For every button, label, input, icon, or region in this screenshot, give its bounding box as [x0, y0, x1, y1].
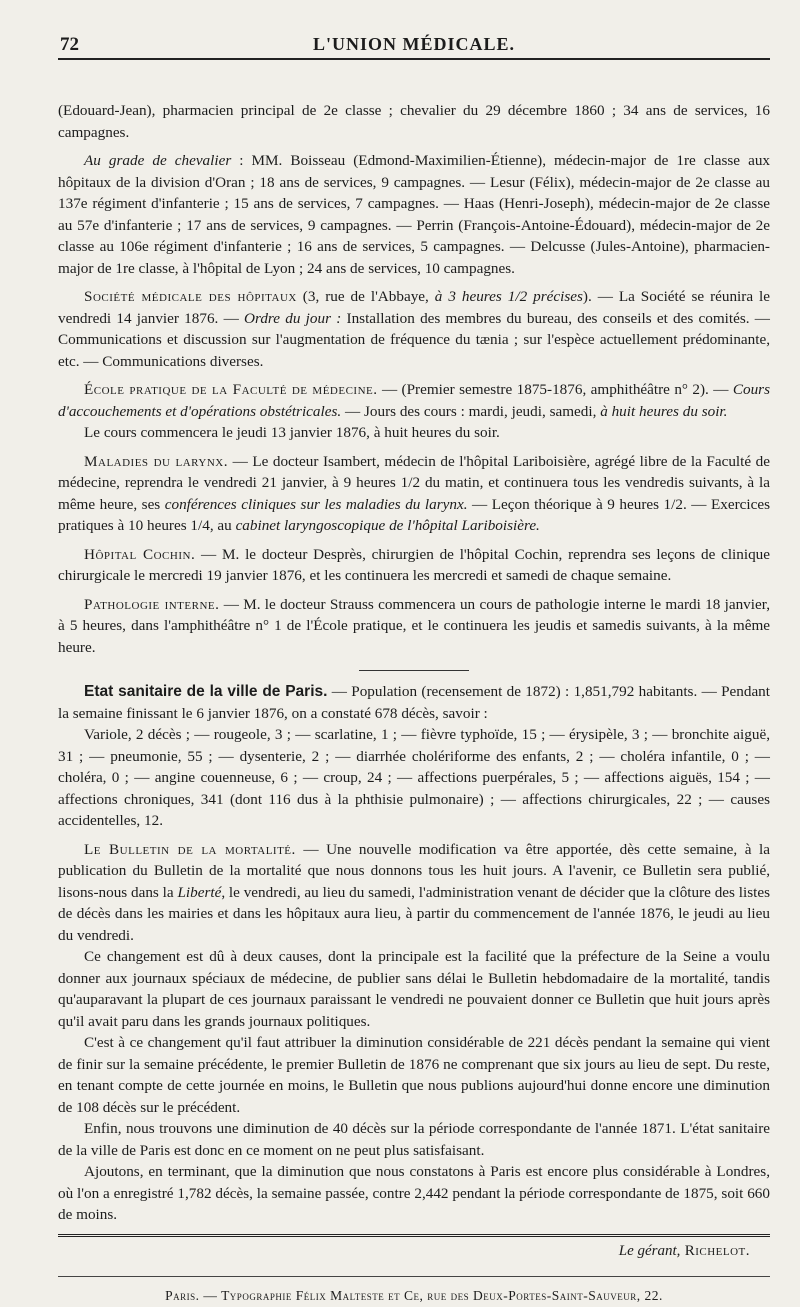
section-heading: Hôpital Cochin.	[84, 545, 196, 563]
paragraph-deaths-breakdown: Variole, 2 décès ; — rougeole, 3 ; — scarlatine, 1 ; — fièvre typhoïde, 15 ; — érysipèle, 3 ; — bronchite aiguë, 31 ; — pneumonie, 55 ; — dysenterie, 2 ; — diarrhée cholériforme des enfants, 2 ; — choléra infantile, 0 ; — choléra, 0 ; — angine couenneuse, 6 ; — croup, 24 ; — affections puerpérales, 5 ; — affections aiguës, 154 ; — affections chroniques, 341 (dont 116 dus à la phthisie pulmonaire) ; — affections chirurgicales, 22 ; — causes accidentelles, 12.	[58, 726, 770, 829]
paragraph-hopital-cochin: Hôpital Cochin. — M. le docteur Desprès, chirurgien de l'hôpital Cochin, reprendra ses leçons de clinique chirurgicale le mercredi 19 janvier 1876, et les continuera les mercredi et samedi de chaque semaine.	[58, 545, 771, 584]
section-heading: Maladies du larynx.	[84, 452, 229, 470]
paragraph-chevalier	[58, 150, 770, 279]
section-heading: École pratique de la Faculté de médecine.	[84, 381, 378, 398]
section-heading: Le Bulletin de la mortalité.	[84, 840, 296, 858]
page-number: 72	[60, 34, 79, 55]
chevalier-text: : MM. Boisseau (Edmond-Maximilien-Étienne), médecin-major de 1re classe aux hôpitaux de la division d'Oran ; 18 ans de services, 9 campagnes. — Lesur (Félix), médecin-major de 2e classe au 137e régiment d'infanterie ; 15 ans de services, 7 campagnes. — Haas (Henri-Joseph), médecin-major de 2e classe au 57e d'infanterie ; 17 ans de services, 9 campagnes. — Perrin (François-Antoine-Édouard), médecin-major de 2e classe au 106e régiment d'infanterie ; 16 ans de services, 5 campagnes. — Delcusse (Jules-Antoine), pharmacien-major de 1re classe, à l'hôpital de Lyon ; 24 ans de services, 10 campagnes.	[58, 152, 771, 277]
section-heading: Pathologie interne.	[84, 595, 220, 613]
printer-imprint: Paris. — Typographie Félix Malteste et Ce, rue des Deux-Portes-Saint-Sauveur, 22.	[58, 1276, 770, 1307]
running-head	[58, 30, 770, 60]
paragraph-societe-medicale: Société médicale des hôpitaux (3, rue de l'Abbaye, à 3 heures 1/2 précises). — La Société se réunira le vendredi 14 janvier 1876. — Ordre du jour : Installation des membres du bureau, des conseils et des comités. — Communications et discussion sur l'augmentation de fréquence du tænia ; sur l'espèce actuellement prédominante, etc. — Communications diverses.	[58, 288, 770, 370]
paragraph-promotion-end: (Edouard-Jean), pharmacien principal de 2e classe ; chevalier du 29 décembre 1860 ; 34 ans de services, 16 campagnes.	[58, 102, 770, 141]
paragraph-bulletin-diminution: C'est à ce changement qu'il faut attribuer la diminution considérable de 221 décès pendant la semaine qui vient de finir sur la semaine précédente, le premier Bulletin de 1876 ne comprenant que six jours au lieu de sept. Du reste, en tenant compte de cette journée en moins, le Bulletin que nous publions aujourd'hui donne encore une diminution de 108 décès sur le précédent.	[58, 1034, 770, 1116]
chevalier-lead: Au grade de chevalier	[84, 152, 232, 169]
etat-sanitaire-heading: Etat sanitaire de la ville de Paris.	[84, 683, 328, 700]
paragraph-bulletin-causes: Ce changement est dû à deux causes, dont la principale est la facilité que la préfecture de la Seine a voulu donner aux journaux spéciaux de médecine, de publier sans délai le Bulletin hebdomadaire de la mortalité, tandis qu'auparavant la plupart de ces journaux paraissant le vendredi ne pouvaient donner ce Bulletin que huit jours après qu'il avait paru dans les grands journaux politiques.	[58, 948, 770, 1030]
paragraph-bulletin-1871: Enfin, nous trouvons une diminution de 40 décès sur la période correspondante de l'année 1871. L'état sanitaire de la ville de Paris est donc en ce moment on ne peut plus satisfaisant.	[58, 1120, 770, 1159]
footer-rule	[58, 1234, 770, 1237]
section-divider	[359, 670, 469, 671]
gerant-name: Richelot.	[680, 1242, 750, 1259]
page	[58, 30, 770, 1307]
paragraph-ecole-pratique: École pratique de la Faculté de médecine. — (Premier semestre 1875-1876, amphithéâtre n° 2). — Cours d'accouchements et d'opérations obstétricales. — Jours des cours : mardi, jeudi, samedi, à huit heures du soir.	[58, 381, 770, 420]
paragraph-bulletin-londres: Ajoutons, en terminant, que la diminution que nous constatons à Paris est encore plus considérable à Londres, où l'on a enregistré 1,782 décès, la semaine passée, contre 2,442 pendant la période correspondante de 1875, soit 660 de moins.	[58, 1163, 770, 1223]
section-heading: Société médicale des hôpitaux	[84, 288, 297, 305]
paragraph-maladies-larynx: Maladies du larynx. — Le docteur Isambert, médecin de l'hôpital Lariboisière, agrégé libre de la Faculté de médecine, reprendra le vendredi 21 janvier, à 9 heures 1/2 du matin, et continuera tous les vendredis suivants, à la même heure, ses conférences cliniques sur les maladies du larynx. — Leçon théorique à 9 heures 1/2. — Exercices pratiques à 10 heures 1/4, au cabinet laryngoscopique de l'hôpital Lariboisière.	[58, 452, 770, 534]
paragraph-pathologie-interne: Pathologie interne. — M. le docteur Strauss commencera un cours de pathologie interne le mardi 18 janvier, à 5 heures, dans l'amphithéâtre n° 1 de l'École pratique, et le continuera les jeudis et samedis suivants, à la même heure.	[58, 595, 770, 656]
signature	[58, 1241, 770, 1263]
paragraph-bulletin-mortalite: Le Bulletin de la mortalité. — Une nouvelle modification va être apportée, dès cette semaine, à la publication du Bulletin de la mortalité que nous donnons tous les huit jours. A l'avenir, ce Bulletin sera publié, lisons-nous dans la Liberté, le vendredi, au lieu du samedi, l'administration venant de décider que la clôture des listes de décès dans les mairies et dans les hôpitaux aura lieu, à partir du commencement de l'année 1876, le jeudi au lieu du vendredi.	[58, 840, 770, 944]
paragraph-ecole-pratique-start: Le cours commencera le jeudi 13 janvier 1876, à huit heures du soir.	[84, 424, 500, 441]
paragraph-etat-sanitaire: Etat sanitaire de la ville de Paris. — Population (recensement de 1872) : 1,851,792 habitants. — Pendant la semaine finissant le 6 janvier 1876, on a constaté 678 décès, savoir :	[58, 683, 770, 722]
journal-title: L'UNION MÉDICALE.	[312, 34, 516, 54]
gerant-label: Le gérant,	[618, 1242, 681, 1259]
